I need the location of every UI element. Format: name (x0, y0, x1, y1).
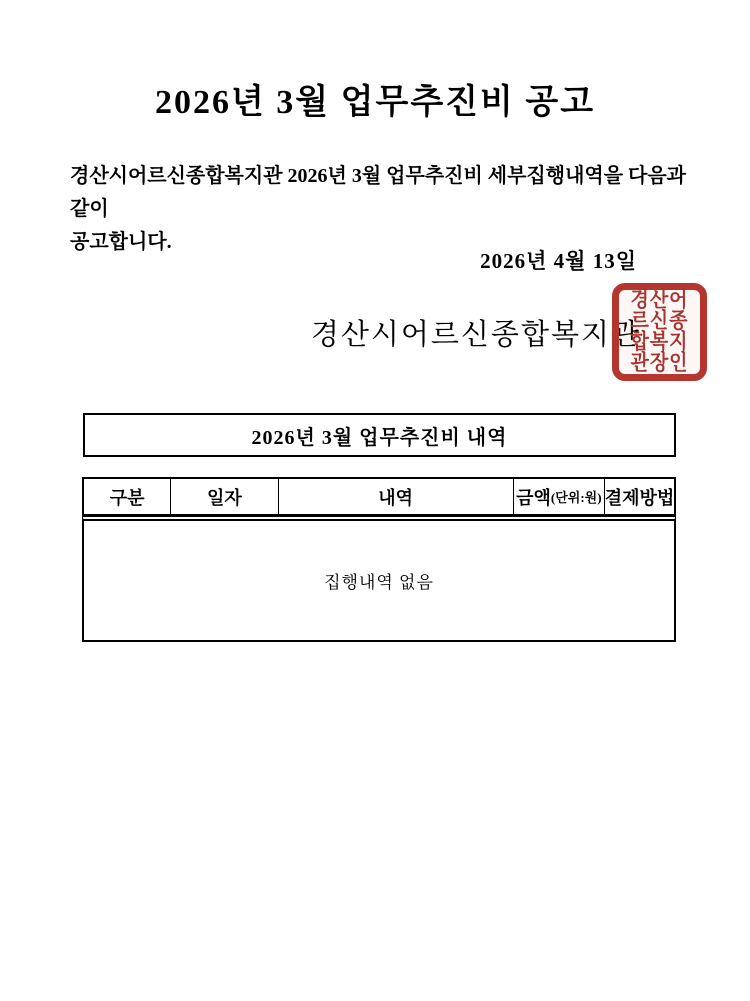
page-title: 2026년 3월 업무추진비 공고 (154, 84, 596, 121)
table-empty-row (82, 515, 676, 642)
table-header-row (82, 477, 676, 515)
column-header-category: 구분 (84, 479, 171, 514)
column-header-amount-label: 금액 (516, 487, 551, 508)
official-seal-stamp-icon (612, 283, 707, 381)
intro-line-2: 공고합니다. (70, 231, 172, 253)
empty-message: 집행내역 없음 (324, 573, 434, 592)
seal-glyph-row: 경산어 (630, 287, 689, 313)
column-header-amount-unit: (단위:원) (550, 490, 602, 505)
expense-table (82, 477, 676, 642)
seal-glyph-row: 합복지 (630, 329, 689, 355)
organization-name: 경산시어르신종합복지관 (310, 319, 641, 351)
column-header-amount (514, 479, 605, 514)
column-header-details: 내역 (279, 479, 514, 514)
intro-line-1: 경산시어르신종합복지관 2026년 3월 업무추진비 세부집행내역을 다음과 같이 (70, 165, 686, 220)
announcement-date: 2026년 4월 13일 (480, 249, 637, 273)
column-header-payment-method: 결제방법 (604, 487, 675, 508)
column-header-date: 일자 (171, 479, 278, 514)
table-title-box (83, 413, 676, 457)
seal-glyph-row: 르신종 (630, 308, 689, 334)
seal-glyph-row: 관장인 (630, 350, 689, 376)
table-title: 2026년 3월 업무추진비 내역 (251, 426, 508, 449)
